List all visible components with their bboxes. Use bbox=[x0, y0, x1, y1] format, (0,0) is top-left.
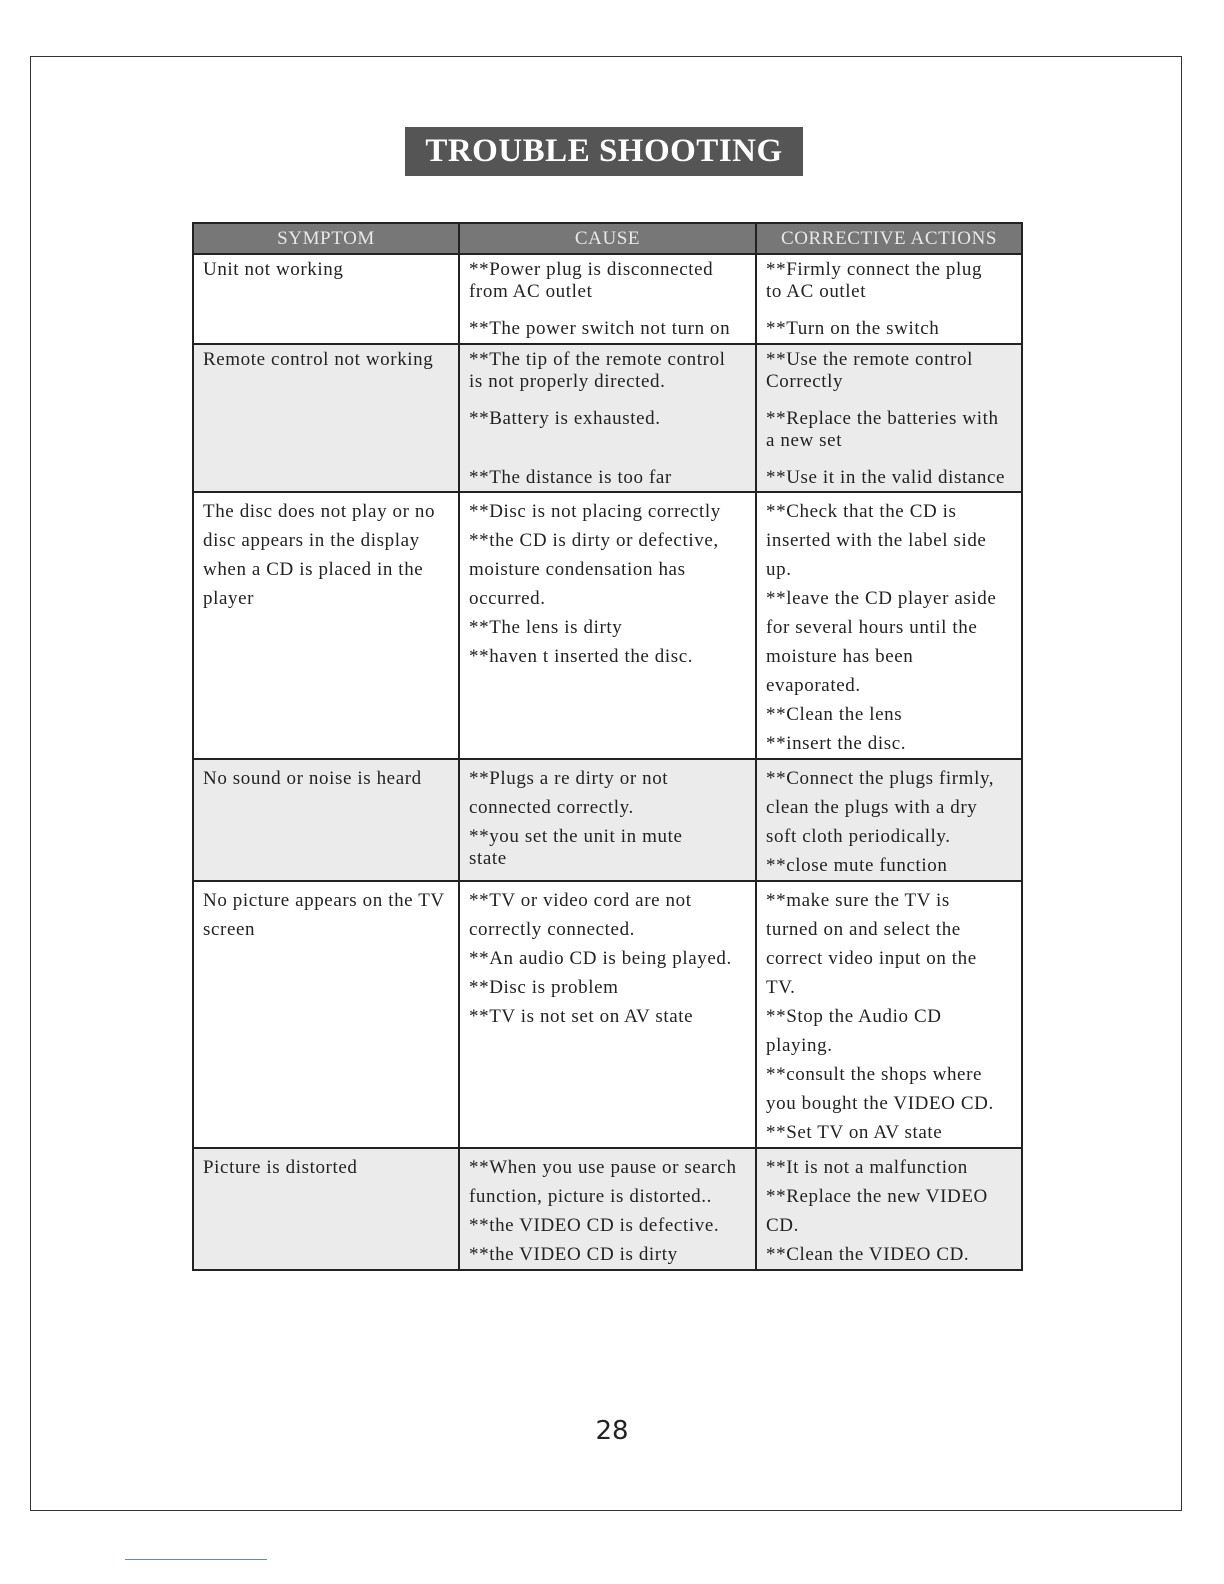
cause-line: **Battery is exhausted. bbox=[469, 408, 661, 429]
action-line: moisture has been bbox=[766, 646, 914, 667]
action-line: soft cloth periodically. bbox=[766, 826, 951, 847]
action-line: you bought the VIDEO CD. bbox=[766, 1093, 994, 1114]
action-line: correct video input on the bbox=[766, 948, 977, 969]
symptom-line: disc appears in the display bbox=[203, 530, 420, 551]
action-cell bbox=[756, 254, 1022, 344]
cause-line: **The distance is too far bbox=[469, 467, 672, 488]
symptom-cell bbox=[193, 492, 459, 759]
table-row bbox=[193, 344, 1022, 492]
cause-line: **Disc is problem bbox=[469, 977, 619, 998]
symptom-line: Remote control not working bbox=[203, 349, 434, 370]
action-line: **Firmly connect the plug bbox=[766, 259, 983, 280]
cause-line: **Power plug is disconnected bbox=[469, 259, 714, 280]
action-line: for several hours until the bbox=[766, 617, 978, 638]
symptom-line: Unit not working bbox=[203, 259, 344, 280]
table-row bbox=[193, 881, 1022, 1148]
cause-line: **An audio CD is being played. bbox=[469, 948, 732, 969]
cause-line: **The lens is dirty bbox=[469, 617, 623, 638]
cause-line: function, picture is distorted.. bbox=[469, 1186, 712, 1207]
action-line: **Use it in the valid distance bbox=[766, 467, 1006, 488]
cause-cell bbox=[459, 759, 756, 881]
bottom-rule bbox=[125, 1559, 267, 1560]
cause-cell bbox=[459, 881, 756, 1148]
troubleshooting-table bbox=[192, 222, 1023, 1271]
action-line: **Replace the batteries with bbox=[766, 408, 999, 429]
cause-line: occurred. bbox=[469, 588, 546, 609]
cause-line: **The tip of the remote control bbox=[469, 349, 726, 370]
action-line: CD. bbox=[766, 1215, 799, 1236]
header-corrective-actions: CORRECTIVE ACTIONS bbox=[756, 223, 1022, 254]
symptom-line: when a CD is placed in the bbox=[203, 559, 424, 580]
table-row bbox=[193, 1148, 1022, 1270]
page-number: 28 bbox=[595, 1416, 629, 1446]
cause-line: **TV or video cord are not bbox=[469, 890, 692, 911]
table-row bbox=[193, 254, 1022, 344]
symptom-line: No sound or noise is heard bbox=[203, 768, 422, 789]
cause-line: **Plugs a re dirty or not bbox=[469, 768, 669, 789]
action-line: **Turn on the switch bbox=[766, 318, 940, 339]
symptom-line: player bbox=[203, 588, 255, 609]
cause-line: **the VIDEO CD is defective. bbox=[469, 1215, 720, 1236]
action-line: evaporated. bbox=[766, 675, 861, 696]
symptom-cell bbox=[193, 254, 459, 344]
symptom-cell bbox=[193, 344, 459, 492]
cause-cell bbox=[459, 344, 756, 492]
action-line: **make sure the TV is bbox=[766, 890, 950, 911]
cause-line: state bbox=[469, 848, 507, 869]
action-line: up. bbox=[766, 559, 792, 580]
symptom-line: screen bbox=[203, 919, 256, 940]
action-line: clean the plugs with a dry bbox=[766, 797, 978, 818]
action-line: Correctly bbox=[766, 371, 844, 392]
cause-line: **the CD is dirty or defective, bbox=[469, 530, 719, 551]
symptom-cell bbox=[193, 881, 459, 1148]
action-line: **Check that the CD is bbox=[766, 501, 957, 522]
action-line: **Set TV on AV state bbox=[766, 1122, 943, 1143]
cause-cell bbox=[459, 1148, 756, 1270]
cause-line: **When you use pause or search bbox=[469, 1157, 737, 1178]
table-row bbox=[193, 759, 1022, 881]
cause-line: connected correctly. bbox=[469, 797, 634, 818]
action-line: to AC outlet bbox=[766, 281, 867, 302]
action-cell bbox=[756, 492, 1022, 759]
header-cause: CAUSE bbox=[459, 223, 756, 254]
cause-line: moisture condensation has bbox=[469, 559, 686, 580]
symptom-cell bbox=[193, 1148, 459, 1270]
action-line: a new set bbox=[766, 430, 843, 451]
page-title: TROUBLE SHOOTING bbox=[405, 127, 803, 176]
action-line: **Clean the lens bbox=[766, 704, 903, 725]
cause-cell bbox=[459, 492, 756, 759]
action-line: **consult the shops where bbox=[766, 1064, 983, 1085]
action-line: turned on and select the bbox=[766, 919, 961, 940]
cause-line: **The power switch not turn on bbox=[469, 318, 731, 339]
cause-line: correctly connected. bbox=[469, 919, 636, 940]
cause-line: from AC outlet bbox=[469, 281, 593, 302]
action-cell bbox=[756, 759, 1022, 881]
action-line: **Connect the plugs firmly, bbox=[766, 768, 995, 789]
action-cell bbox=[756, 1148, 1022, 1270]
action-line: **close mute function bbox=[766, 855, 948, 876]
symptom-line: The disc does not play or no bbox=[203, 501, 436, 522]
table-row bbox=[193, 492, 1022, 759]
action-line: inserted with the label side bbox=[766, 530, 987, 551]
action-line: TV. bbox=[766, 977, 796, 998]
action-line: **leave the CD player aside bbox=[766, 588, 997, 609]
action-line: **Stop the Audio CD bbox=[766, 1006, 942, 1027]
symptom-line: No picture appears on the TV bbox=[203, 890, 445, 911]
action-line: **Replace the new VIDEO bbox=[766, 1186, 988, 1207]
cause-line: **you set the unit in mute bbox=[469, 826, 683, 847]
action-line: **It is not a malfunction bbox=[766, 1157, 968, 1178]
cause-cell bbox=[459, 254, 756, 344]
table-header-row bbox=[193, 223, 1022, 254]
cause-line: is not properly directed. bbox=[469, 371, 666, 392]
action-line: **Clean the VIDEO CD. bbox=[766, 1244, 970, 1265]
cause-line: **Disc is not placing correctly bbox=[469, 501, 721, 522]
cause-line: **TV is not set on AV state bbox=[469, 1006, 694, 1027]
header-symptom: SYMPTOM bbox=[193, 223, 459, 254]
action-cell bbox=[756, 344, 1022, 492]
action-line: **Use the remote control bbox=[766, 349, 973, 370]
action-cell bbox=[756, 881, 1022, 1148]
action-line: playing. bbox=[766, 1035, 833, 1056]
cause-line: **haven t inserted the disc. bbox=[469, 646, 694, 667]
symptom-cell bbox=[193, 759, 459, 881]
action-line: **insert the disc. bbox=[766, 733, 907, 754]
cause-line: **the VIDEO CD is dirty bbox=[469, 1244, 678, 1265]
symptom-line: Picture is distorted bbox=[203, 1157, 358, 1178]
